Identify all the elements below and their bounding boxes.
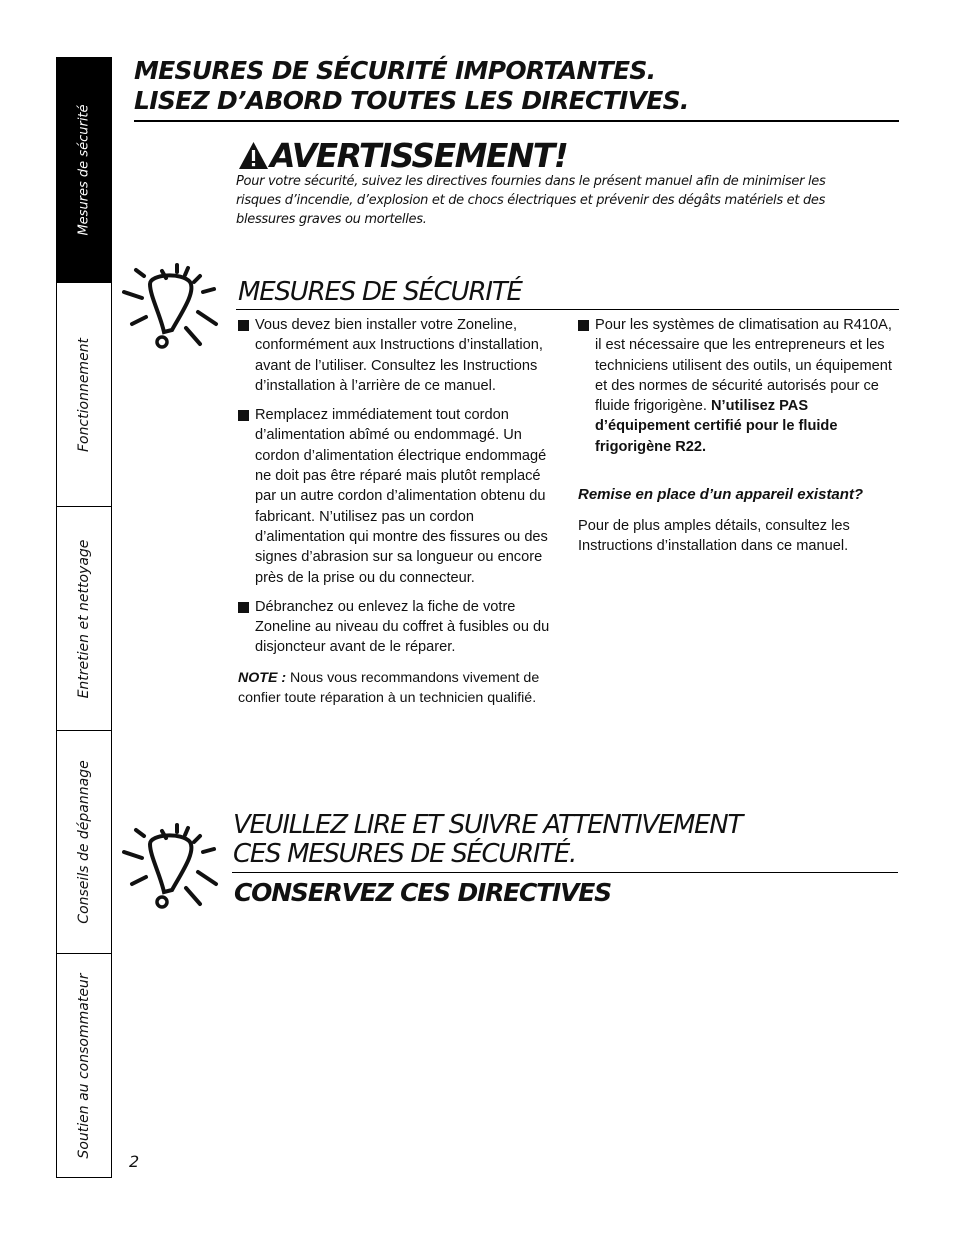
- tab-fonctionnement[interactable]: [56, 282, 112, 506]
- subheading: Remise en place d’un appareil existant?: [578, 486, 864, 504]
- bullet-text: Pour les systèmes de climatisation au R410A, il est nécessaire que les entrepreneurs et les techniciens utilisent des outils, un équipement et des normes de sécurité autorisés pour ce fluide frigorigène.: [595, 317, 892, 415]
- bullet-strong-text: N’utilisez PAS d’équipement certifié pour le fluide frigorigène R22.: [595, 398, 838, 455]
- warning-text: Pour votre sécurité, suivez les directives fournies dans le présent manuel afin de minimiser les risques d’incendie, d’explosion et de chocs électriques et prévenir des dégâts matériels et des blessures graves ou mortelles.: [236, 174, 826, 227]
- section-heading: MESURES DE SÉCURITÉ: [238, 277, 522, 307]
- safety-light-bulb-icon: [122, 822, 222, 914]
- tab-label: Soutien au consommateur: [76, 972, 92, 1159]
- paragraph: Pour de plus amples détails, consultez les Instructions d’installation dans ce manuel.: [578, 517, 850, 554]
- bullet-item: Vous devez bien installer votre Zoneline, conformément aux Instructions d’installation, avant de l’utiliser. Consultez les Instructions d’installation à l’arrière de ce manuel.: [238, 315, 560, 396]
- tab-soutien-au-consommateur[interactable]: [56, 953, 112, 1178]
- bullet-item: [578, 315, 894, 457]
- warning-title: [238, 137, 567, 175]
- bullet-item: Débranchez ou enlevez la fiche de votre Zoneline au niveau du coffret à fusibles ou du disjoncteur avant de le réparer.: [238, 597, 560, 658]
- tab-label: Mesures de sécurité: [76, 104, 92, 236]
- right-column: [578, 315, 894, 556]
- note-label: NOTE :: [238, 669, 287, 686]
- footer-heading-line2: CES MESURES DE SÉCURITÉ.: [233, 839, 576, 869]
- footer-divider: [232, 872, 898, 873]
- footer-heading-line1: VEUILLEZ LIRE ET SUIVRE ATTENTIVEMENT: [233, 810, 743, 840]
- bullet-item: Remplacez immédiatement tout cordon d’alimentation abîmé ou endommagé. Un cordon d’alimentation électrique endommagé ne doit pas être réparé mais plutôt remplacé par un autre cordon d’alimentation obtenu du fabricant. N’utilisez pas un cordon d’alimentation qui montre des fissures ou des signes d’abrasion sur sa longueur ou encore près de la prise ou du connecteur.: [238, 405, 560, 588]
- safety-light-bulb-icon: [122, 262, 222, 354]
- section-divider: [236, 309, 899, 310]
- footer-strong-heading: CONSERVEZ CES DIRECTIVES: [234, 878, 611, 907]
- tab-label: Entretien et nettoyage: [76, 539, 92, 698]
- tab-entretien-et-nettoyage[interactable]: [56, 506, 112, 730]
- tab-mesures-de-securite[interactable]: [56, 57, 112, 282]
- tab-conseils-de-depannage[interactable]: [56, 730, 112, 953]
- side-tabs: [56, 57, 112, 1178]
- header-divider: [134, 120, 899, 122]
- left-column: [238, 315, 560, 708]
- page-title: [134, 56, 914, 116]
- tab-label: Fonctionnement: [76, 337, 92, 452]
- page-title-line1: MESURES DE SÉCURITÉ IMPORTANTES.: [134, 56, 656, 85]
- page-number: 2: [129, 1152, 140, 1171]
- tab-label: Conseils de dépannage: [76, 760, 92, 924]
- note-text: Nous vous recommandons vivement de confier toute réparation à un technicien qualifié.: [238, 669, 540, 707]
- warning-heading: AVERTISSEMENT!: [270, 136, 568, 175]
- warning-triangle-icon: [238, 141, 269, 170]
- page-title-line2: LISEZ D’ABORD TOUTES LES DIRECTIVES.: [134, 86, 689, 115]
- note: [238, 668, 560, 709]
